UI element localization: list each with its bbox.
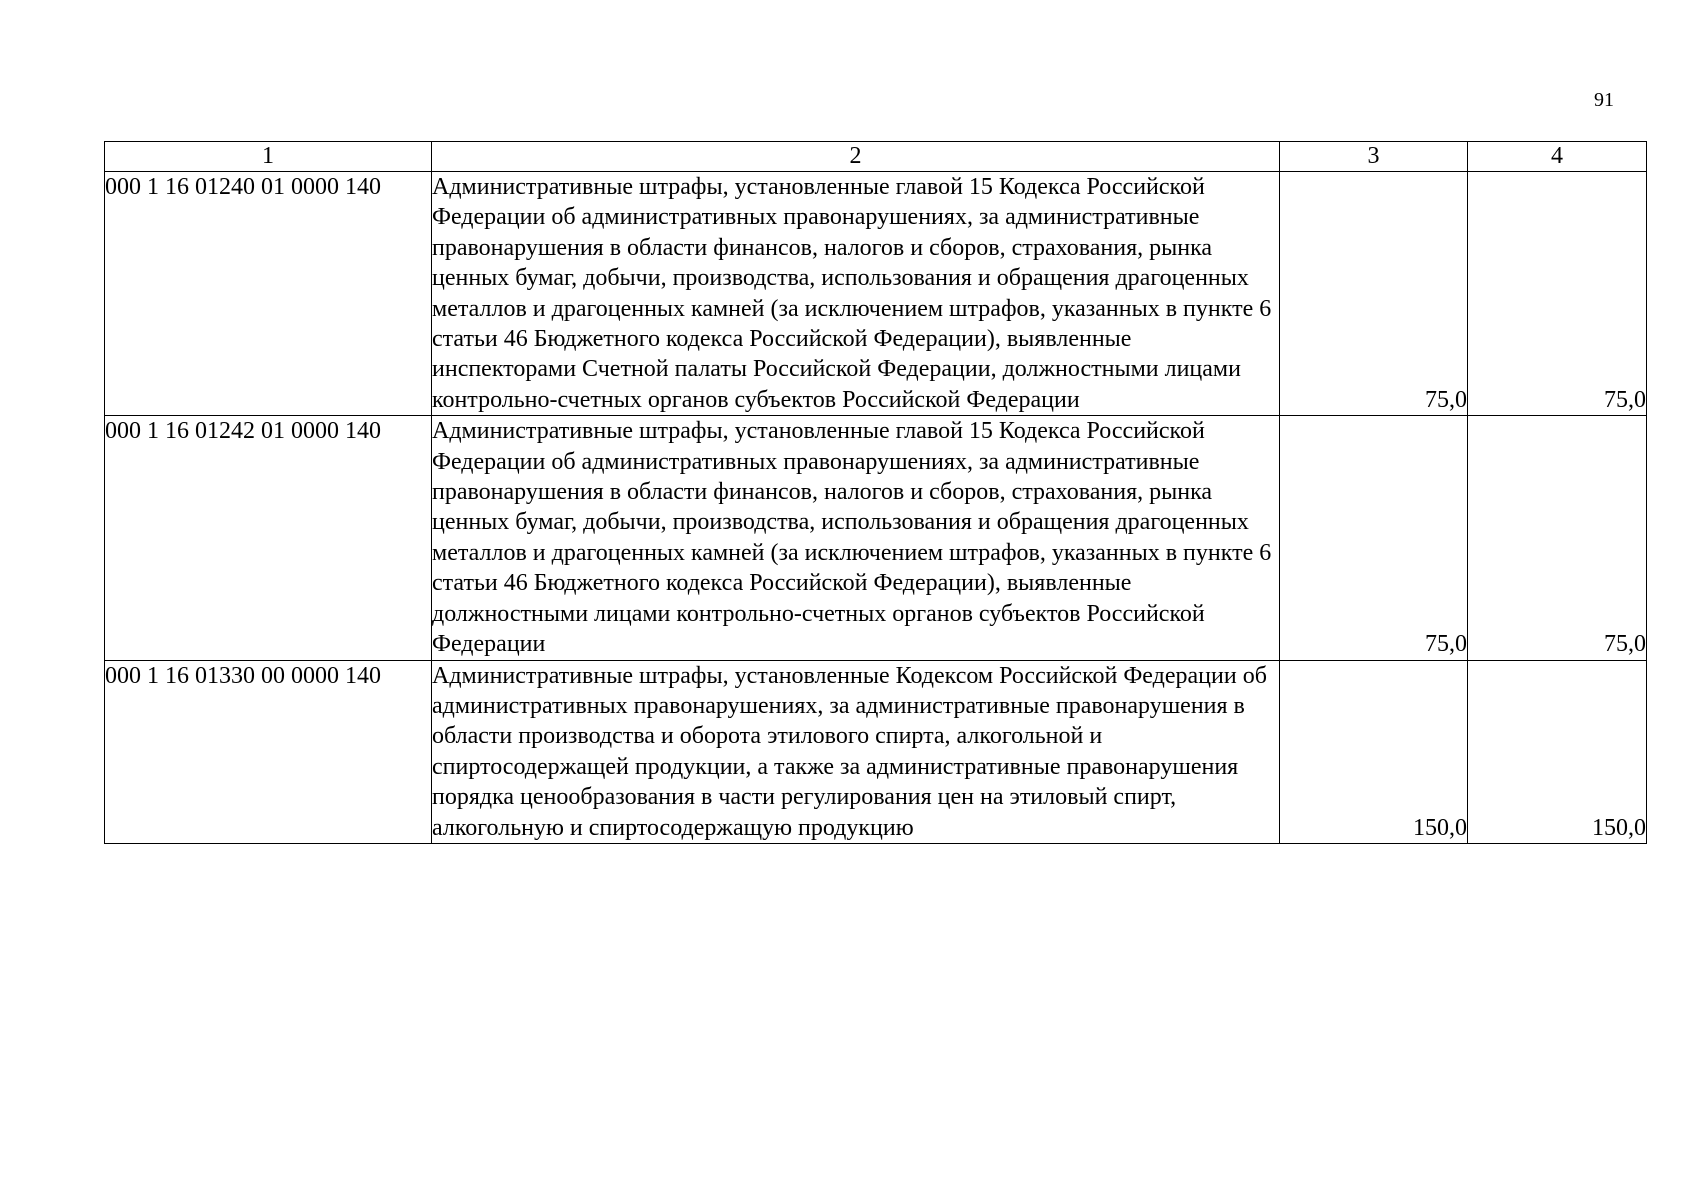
column-header-4: 4 bbox=[1468, 142, 1647, 172]
value-column-4-cell: 75,0 bbox=[1468, 416, 1647, 660]
table-body bbox=[105, 172, 1647, 844]
description-cell: Административные штрафы, установленные главой 15 Кодекса Российской Федерации об административных правонарушениях, за административные правонарушения в области финансов, налогов и сборов, страхования, рынка ценных бумаг, добычи, производства, использования и обращения драгоценных металлов и драгоценных камней (за исключением штрафов, указанных в пункте 6 статьи 46 Бюджетного кодекса Российской Федерации), выявленные должностными лицами контрольно-счетных органов субъектов Российской Федерации bbox=[432, 416, 1280, 660]
budget-code-cell: 000 1 16 01330 00 0000 140 bbox=[105, 660, 432, 843]
description-cell: Административные штрафы, установленные Кодексом Российской Федерации об административных правонарушениях, за административные правонарушения в области производства и оборота этилового спирта, алкогольной и спиртосодержащей продукции, а также за административные правонарушения порядка ценообразования в части регулирования цен на этиловый спирт, алкогольную и спиртосодержащую продукцию bbox=[432, 660, 1280, 843]
page-number: 91 bbox=[1594, 89, 1614, 111]
table-row bbox=[105, 660, 1647, 843]
budget-table bbox=[104, 141, 1647, 844]
table-row bbox=[105, 416, 1647, 660]
budget-code-cell: 000 1 16 01242 01 0000 140 bbox=[105, 416, 432, 660]
value-column-4-cell: 150,0 bbox=[1468, 660, 1647, 843]
table-header bbox=[105, 142, 1647, 172]
column-header-3: 3 bbox=[1280, 142, 1468, 172]
column-header-2: 2 bbox=[432, 142, 1280, 172]
value-column-3-cell: 150,0 bbox=[1280, 660, 1468, 843]
value-column-4-cell: 75,0 bbox=[1468, 172, 1647, 416]
table-row bbox=[105, 172, 1647, 416]
value-column-3-cell: 75,0 bbox=[1280, 172, 1468, 416]
value-column-3-cell: 75,0 bbox=[1280, 416, 1468, 660]
column-header-1: 1 bbox=[105, 142, 432, 172]
header-row bbox=[105, 142, 1647, 172]
description-cell: Административные штрафы, установленные главой 15 Кодекса Российской Федерации об административных правонарушениях, за административные правонарушения в области финансов, налогов и сборов, страхования, рынка ценных бумаг, добычи, производства, использования и обращения драгоценных металлов и драгоценных камней (за исключением штрафов, указанных в пункте 6 статьи 46 Бюджетного кодекса Российской Федерации), выявленные инспекторами Счетной палаты Российской Федерации, должностными лицами контрольно-счетных органов субъектов Российской Федерации bbox=[432, 172, 1280, 416]
budget-code-cell: 000 1 16 01240 01 0000 140 bbox=[105, 172, 432, 416]
